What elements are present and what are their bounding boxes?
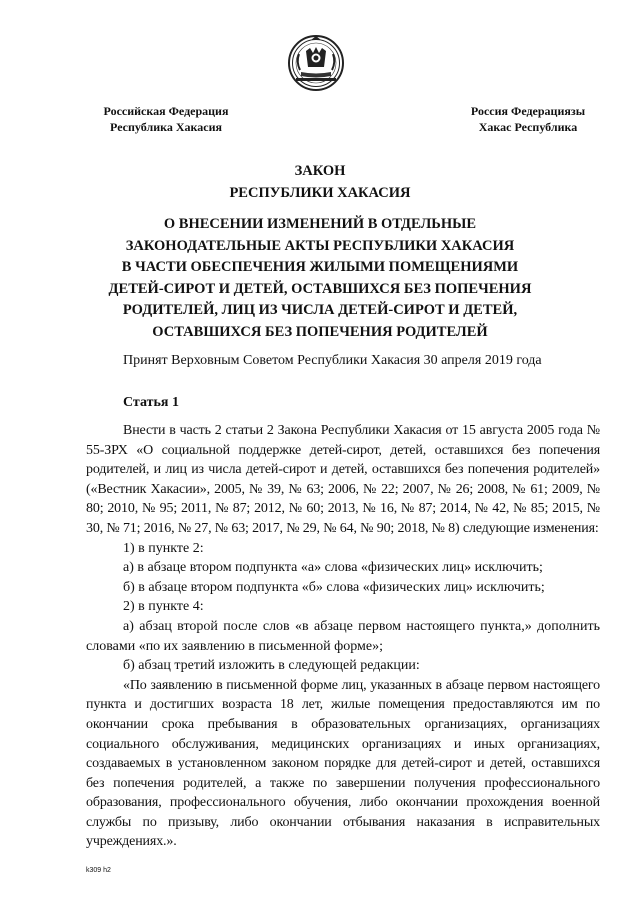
subject-line-5: РОДИТЕЛЕЙ, ЛИЦ ИЗ ЧИСЛА ДЕТЕЙ-СИРОТ И ДЕТЕЙ,	[122, 302, 518, 318]
paragraph-item-1b: б) в абзаце втором подпункта «б» слова «физических лиц» исключить;	[123, 579, 545, 595]
subject-line-6: ОСТАВШИХСЯ БЕЗ ПОПЕЧЕНИЯ РОДИТЕЛЕЙ	[152, 323, 488, 340]
subject-line-3: В ЧАСТИ ОБЕСПЕЧЕНИЯ ЖИЛЫМИ ПОМЕЩЕНИЯМИ	[121, 259, 519, 275]
subject-line-1: О ВНЕСЕНИИ ИЗМЕНЕНИЙ В ОТДЕЛЬНЫЕ	[163, 216, 477, 232]
law-title-line-2: РЕСПУБЛИКИ ХАКАСИЯ	[229, 185, 411, 201]
header-left-line-1: Российская Федерация	[103, 104, 229, 118]
paragraph-item-1: 1) в пункте 2:	[123, 540, 204, 556]
header-right	[448, 103, 608, 135]
article-body	[86, 421, 600, 852]
law-title-line-1: ЗАКОН	[294, 163, 346, 179]
adoption-line: Принят Верховным Советом Республики Хакасия 30 апреля 2019 года	[123, 353, 542, 368]
header-left-line-2: Республика Хакасия	[110, 120, 222, 134]
paragraph-intro: Внести в часть 2 статьи 2 Закона Республики Хакасия от 15 августа 2005 года № 55-ЗРХ «О социальной поддержке детей-сирот, детей, оставшихся без попечения родителей, и лиц из числа детей-сирот и детей, оставшихся без попечения родителей» («Вестник Хакасии», 2005, № 39, № 63; 2006, № 22; 2007, № 26; 2008, № 61; 2009, № 80; 2010, № 95; 2011, № 87; 2012, № 60; 2013, № 16, № 87; 2014, № 42, № 85; 2015, № 30, № 71; 2016, № 27, № 63; 2017, № 29, № 64, № 90; 2018, № 8) следующие изменения:	[86, 423, 600, 536]
header-right-line-1: Россия Федерациязы	[470, 104, 586, 118]
paragraph-item-2: 2) в пункте 4:	[123, 599, 204, 615]
paragraph-quote: «По заявлению в письменной форме лиц, указанных в абзаце первом настоящего пункта и достигших возраста 18 лет, жилые помещения предоставляются им по окончании срока пребывания в образовательных организациях, организациях социального обслуживания, медицинских организациях и иных организациях, создаваемых в установленном законом порядке для детей-сирот и детей, оставшихся без попечения родителей, а также по завершении получения профессионального образования, профессионального обучения, либо окончании прохождения военной службы по призыву, либо окончании отбывания наказания в исправительных учреждениях.».	[86, 677, 600, 850]
paragraph-item-2a: а) абзац второй после слов «в абзаце первом настоящего пункта,» дополнить словами «по их заявлению в письменной форме»;	[86, 618, 600, 654]
header-left	[86, 103, 246, 135]
header-right-line-2: Хакас Республика	[478, 120, 578, 134]
law-subject	[80, 214, 560, 343]
subject-line-4: ДЕТЕЙ-СИРОТ И ДЕТЕЙ, ОСТАВШИХСЯ БЕЗ ПОПЕЧЕНИЯ	[108, 280, 532, 297]
paragraph-item-2b: б) абзац третий изложить в следующей редакции:	[123, 658, 420, 674]
article-heading: Статья 1	[123, 395, 179, 410]
subject-line-2: ЗАКОНОДАТЕЛЬНЫЕ АКТЫ РЕСПУБЛИКИ ХАКАСИЯ	[125, 237, 515, 254]
coat-of-arms-icon	[287, 34, 345, 92]
paragraph-item-1a: а) в абзаце втором подпункта «а» слова «физических лиц» исключить;	[123, 560, 543, 576]
footer-code: k309 h2	[86, 867, 111, 874]
law-title	[0, 160, 640, 204]
